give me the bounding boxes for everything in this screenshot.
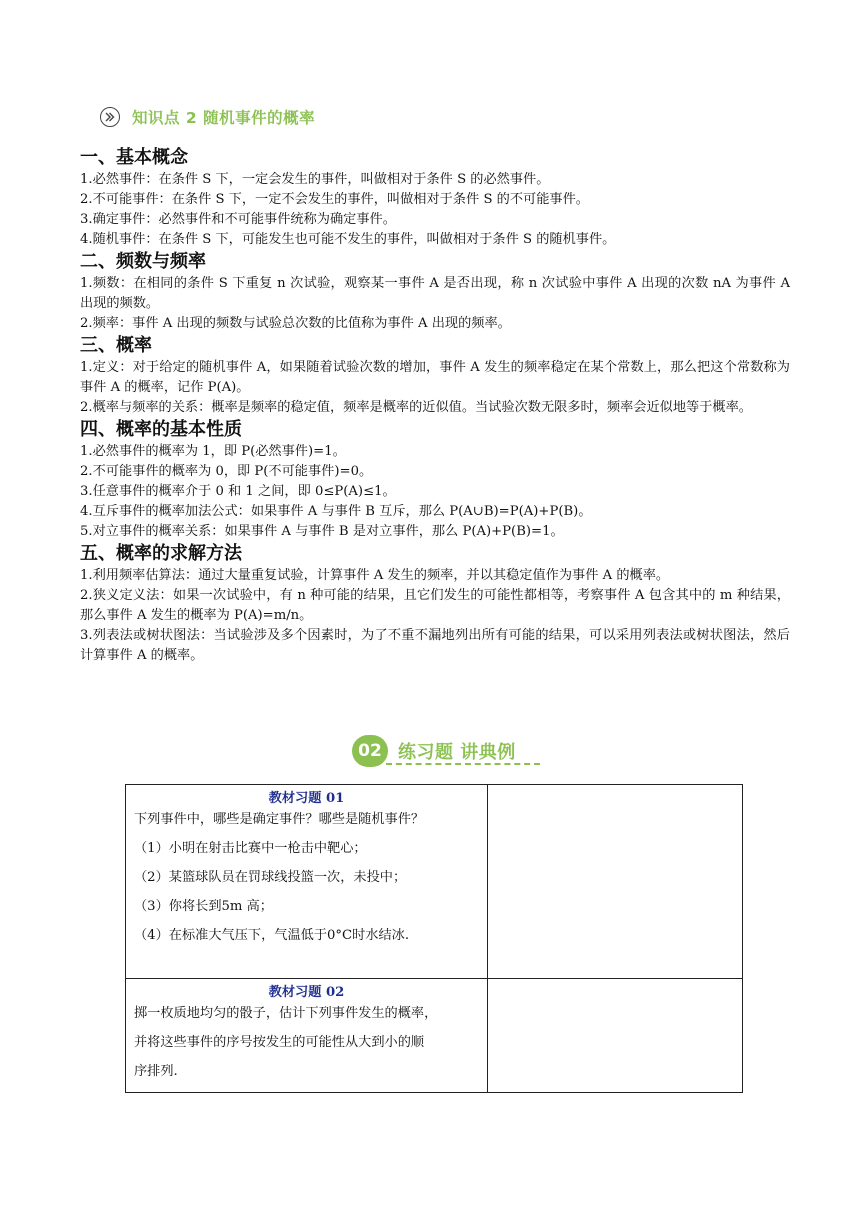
exercise-line: （2）某篮球队员在罚球线投篮一次，未投中；: [134, 870, 407, 885]
section-item: 1.必然事件：在条件 S 下，一定会发生的事件，叫做相对于条件 S 的必然事件。: [80, 172, 550, 187]
exercise-line: （1）小明在射击比赛中一枪击中靶心；: [134, 841, 367, 856]
section-heading: 四、概率的基本性质: [80, 419, 242, 440]
section-item: 5.对立事件的概率关系：如果事件 A 与事件 B 是对立事件，那么 P(A)+P(B)=1。: [80, 524, 564, 539]
section-item: 4.互斥事件的概率加法公式：如果事件 A 与事件 B 互斥，那么 P(A∪B)=P(A)+P(B)。: [80, 504, 592, 519]
knowledge-point-header: [100, 104, 315, 130]
section-item: 2.频率：事件 A 出现的频数与试验总次数的比值称为事件 A 出现的频率。: [80, 316, 511, 331]
section-item: 2.狭义定义法：如果一次试验中，有 n 种可能的结果，且它们发生的可能性都相等，考察事件 A 包含其中的 m 种结果，那么事件 A 发生的概率为 P(A)=m/n。: [80, 588, 790, 623]
exercise-line: 并将这些事件的序号按发生的可能性从大到小的顺: [134, 1035, 425, 1050]
section-heading: 一、基本概念: [80, 147, 188, 168]
exercise-question-cell: [126, 785, 488, 979]
exercise-line: 掷一枚质地均匀的骰子，估计下列事件发生的概率，: [134, 1006, 438, 1021]
section-item: 1.定义：对于给定的随机事件 A，如果随着试验次数的增加，事件 A 发生的频率稳定在某个常数上，那么把这个常数称为事件 A 的概率，记作 P(A)。: [80, 360, 790, 395]
section-item: 2.概率与频率的关系：概率是频率的稳定值，频率是概率的近似值。当试验次数无限多时，频率会近似地等于概率。: [80, 400, 752, 415]
exercise-line: （4）在标准大气压下，气温低于0°C时水结冰.: [134, 928, 410, 943]
section-item: 3.列表法或树状图法：当试验涉及多个因素时，为了不重不漏地列出所有可能的结果，可以采用列表法或树状图法，然后计算事件 A 的概率。: [80, 628, 790, 663]
exercise-row: [126, 979, 743, 1093]
exercise-answer-cell: [488, 979, 743, 1093]
section-item: 2.不可能事件的概率为 0，即 P(不可能事件)=0。: [80, 464, 373, 479]
section-heading: 三、概率: [80, 335, 152, 356]
practice-section-header: [352, 731, 516, 771]
exercise-line: 下列事件中，哪些是确定事件？哪些是随机事件？: [134, 812, 425, 827]
section-item: 2.不可能事件：在条件 S 下，一定不会发生的事件，叫做相对于条件 S 的不可能事件。: [80, 192, 589, 207]
section-item: 4.随机事件：在条件 S 下，可能发生也可能不发生的事件，叫做相对于条件 S 的随机事件。: [80, 232, 616, 247]
section-number-badge: 02: [352, 735, 388, 767]
exercise-title: 教材习题 02: [268, 985, 345, 1000]
main-content: [80, 146, 790, 666]
section-item: 3.确定事件：必然事件和不可能事件统称为确定事件。: [80, 212, 396, 227]
exercise-answer-cell: [488, 785, 743, 979]
double-chevron-right-icon: [100, 107, 120, 127]
exercise-line: （3）你将长到5m 高；: [134, 899, 273, 914]
exercise-line: 序排列.: [134, 1064, 178, 1079]
exercise-table: [125, 784, 743, 1093]
dashed-underline: [386, 763, 540, 765]
exercise-question-cell: [126, 979, 488, 1093]
section-item: 3.任意事件的概率介于 0 和 1 之间，即 0≤P(A)≤1。: [80, 484, 396, 499]
knowledge-point-title: 知识点 2 随机事件的概率: [132, 109, 316, 127]
section-item: 1.必然事件的概率为 1，即 P(必然事件)=1。: [80, 444, 346, 459]
section-item: 1.频数：在相同的条件 S 下重复 n 次试验，观察某一事件 A 是否出现，称 n 次试验中事件 A 出现的次数 nA 为事件 A 出现的频数。: [80, 276, 790, 311]
section-heading: 五、概率的求解方法: [80, 543, 242, 564]
section-item: 1.利用频率估算法：通过大量重复试验，计算事件 A 发生的频率，并以其稳定值作为事件 A 的概率。: [80, 568, 670, 583]
exercise-row: [126, 785, 743, 979]
exercise-title: 教材习题 01: [268, 791, 345, 806]
practice-section-title: 练习题 讲典例: [398, 742, 516, 763]
section-heading: 二、频数与频率: [80, 251, 206, 272]
